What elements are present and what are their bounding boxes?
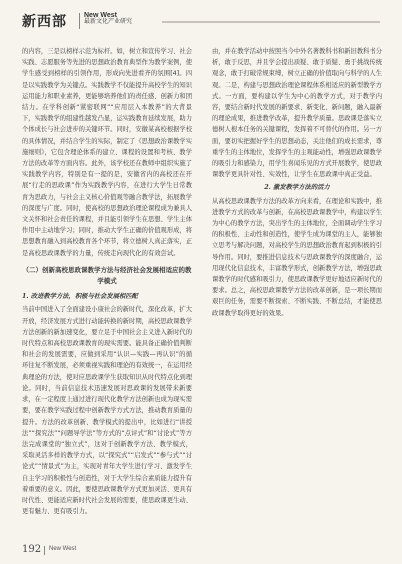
journal-english-title [84, 12, 132, 26]
page-number: 192 [22, 544, 42, 555]
journal-english-name: New West [84, 12, 117, 19]
left-column [22, 46, 192, 517]
right-column [212, 46, 382, 319]
body-paragraph: 当前中国进入了全面建设小康社会的新时代，深化改革，扩大开放，经济发展方式进行动能转换的新时期，高校思政课教学方法创新的新加速变化，要立足于中国社会主义进入新时代的时代特点和高校思政课教育的现实需要。能具备正确价值判断和社会的发展需要，应做到采用“认识—实践—再认识”的循环往复不断发展，必须重视实践和理论的有效统一，在运用经典理论的方法，使对应思政课学生获取知识从时代特点化到理论。同时，当前信息技术迅速发展对思政课的发展带来新要求，在一定程度上通过进行现代化教学方法创新也成为现实需要，要在教学实践过程中创新教学方式方法，推动教育质量的提升。方法的改革创新、教学模式的提出中，比如进行“讲授法”“探究法”“问题导学法”等方式的“点评式”和“讨论式”等方法完成课堂的“独立式”，这对于创新教学方法、教学模式，采取灵活多样的教学方式，以“探究式”“启发式”“参与式”“讨论式”“情景式”为主，实现对青年大学生进行学习、激发学生自主学习的积极性与创造性，对于大学生综合素质能力提升有着重要的意义。因此，要使思政课教学方式更加灵活、更具有时代性、更能适应新时代社会发展的需要，使思政课更生动、更有魅力、更有吸引力。 [22, 306, 193, 516]
footer-divider [44, 546, 45, 555]
journal-logo: 新西部 [22, 14, 67, 30]
logo-divider [79, 13, 80, 29]
body-paragraph: 由，并在教学活动中按照当今中外名著教科书和新旧教科书分析，敢于反思，并且学会提出质疑、敢于质疑、勇于挑战传统观念，敢于打破常规束缚，树立正确的价值取向与科学的人生观。二是，构建与思想政治理论课程体系相适应的新型教学方式。一方面，要构建以学生为中心的教学方式，对于教学内容，要结合新时代发展的新要求、新变化、新问题，融入最新的理论成果，推进教学改革，提升教学质量。思政课是落实立德树人根本任务的关键课程，发挥着不可替代的作用。另一方面，要切实把握好学生的思想动态，关注他们的成长需求，尊重学生的主体地位，发挥学生的主观能动性，增强思政课教学的吸引力和感染力，用学生喜闻乐见的方式开展教学，使思政课教学更具针对性、实效性，让学生在思政课中真正受益。 [212, 48, 383, 179]
subsection-heading: 2. 激发教学方法的活力 [264, 184, 330, 192]
body-paragraph: 的内容，三是以榜样示范为标杆。如，树立和宣传学习、社会实践、志愿服务等先进的思想政治教育典型作为教学案例，使学生感受到榜样的引领作用，形成向先进看齐的氛围[4]。四是以实践教学为关键点。实践教学不仅能提升高校学生的知识运用能力和职业素养，更能够培养他们的责任感、创新力和团结力。在学科创新“紧密联网”“应用层入本教养”的大背景下，实践教学的组建性越发凸显，运实践教育延续发展，助力个体成长与社会进步的关键环节。同时，安徽某高校根据学校的具体情况，并结合学生的实际，制定了《思想政治课教学实施细则》，它包含理论体系的建立、课程的设置和考核、教学方法的改革等方面内容。此外，该学校还在教师中组织实施了实践教学内容，特别是有一提的是，安徽省内的高校还在开展“行走的思政课”作为实践教学内容，在进行大学生日常教育为思政力，与社会主义核心价值观等融合教学法，拓展教学的深度与广度。同时，使高校的思想政治理论课程成为兼具人文关怀和社会责任的课程，并且能引领学生在思想、学生主体作用中主动地学习；同时，推动大学生正确的价值观形成，将思想教育融入到高校教育各个环节，将立德树人真正落实，正是高校思政课教学的力量，传统走向现代化的有效尝试。 [22, 48, 193, 257]
page-header [22, 9, 380, 33]
subsection-heading: 1. 改进教学方法，积极与社会发展相匹配 [22, 293, 138, 301]
body-paragraph: 从高校思政课教学方法的改革方向来看，在理论和实践中，推进教学方式的改革与创新，在高校思政课教学中，构建以学生为中心的教学方法，突出学生的主体地位，全面调动学生学习的积极性、主动性和创造性，使学生成为课堂的主人，能够独立思考与解决问题，对高校学生的思想政治教育起到积极的引导作用。同时，要推进信息技术与思政课教学的深度融合，运用现代化信息技术，丰富教学形式，创新教学方法，增强思政课教学的时代感和吸引力，使思政课教学更好地适应新时代的要求。总之，高校思政课教学方法的改革创新，是一项长期而艰巨的任务，需要不断探索、不断实践、不断总结，才能使思政课教学取得更好的效果。 [212, 197, 383, 317]
section-heading: （二）创新高校思政课教学方法与经济社会发展相适应的教学模式 [22, 265, 192, 286]
footer-journal-label: New West [49, 546, 77, 552]
header-rule [162, 21, 380, 23]
journal-subtitle: 最新文化产业研究 [84, 19, 133, 25]
